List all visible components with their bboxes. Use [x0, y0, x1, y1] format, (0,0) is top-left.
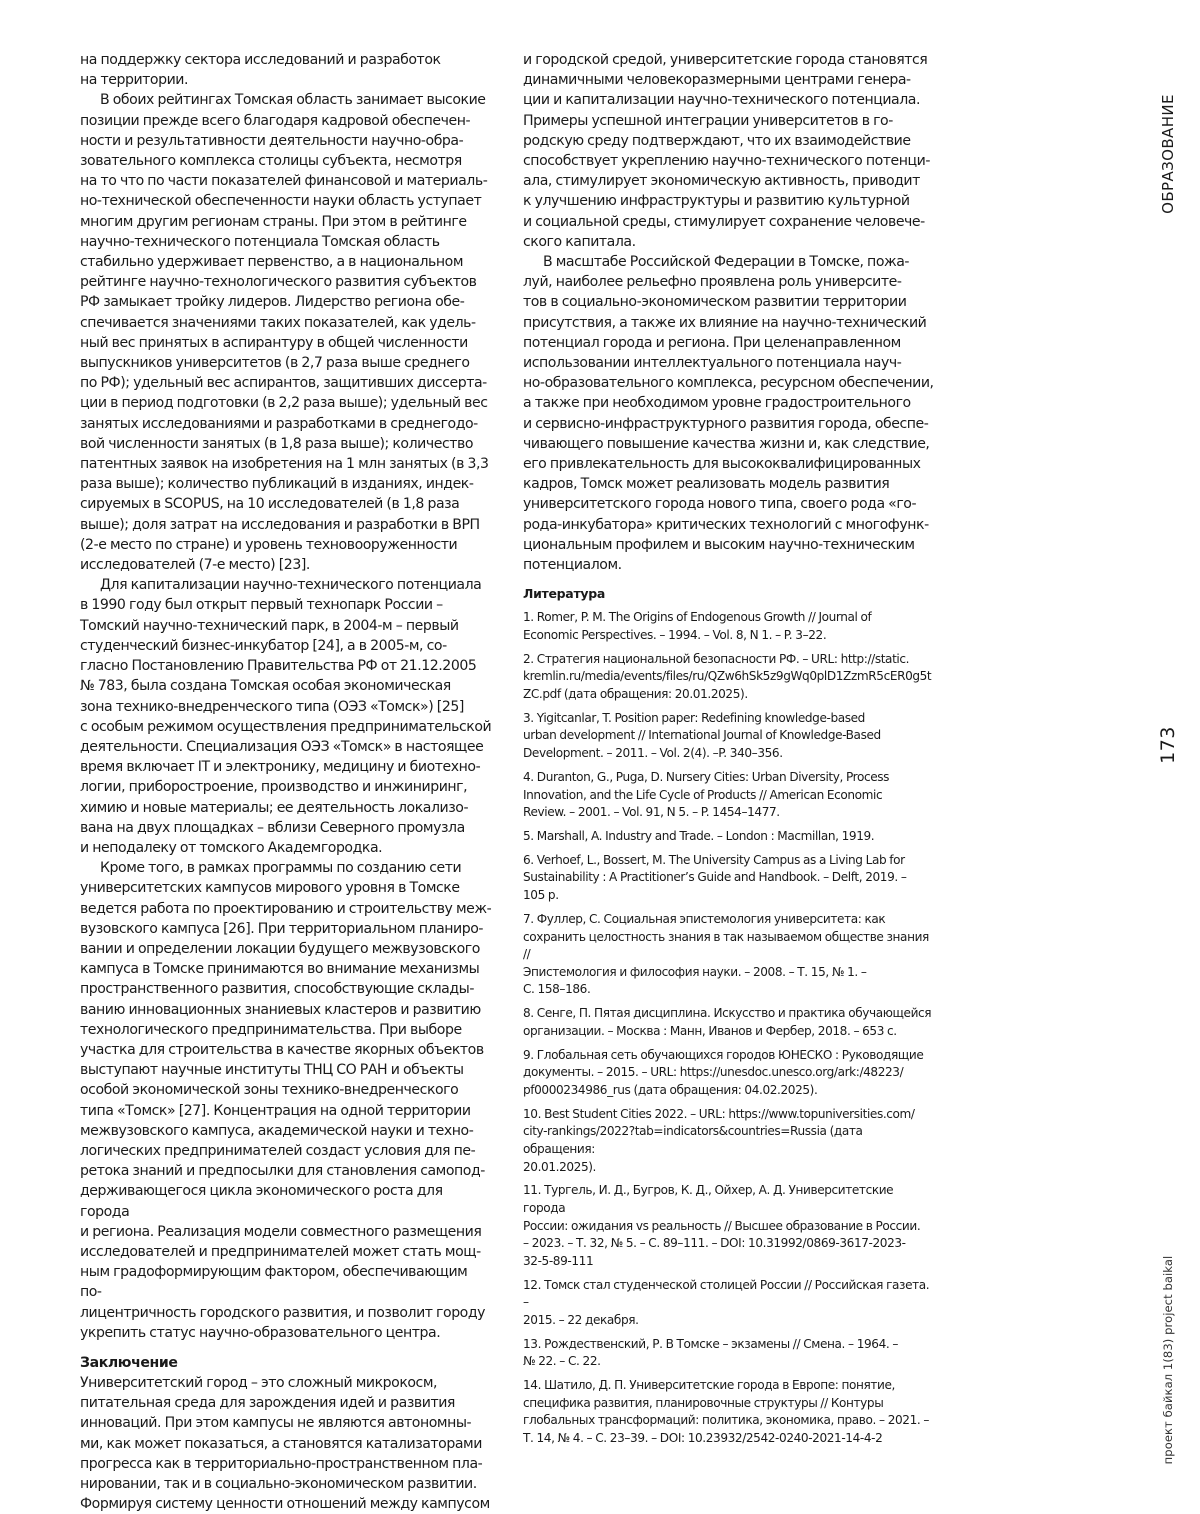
reference-item: 3. Yigitcanlar, T. Position paper: Redefining knowledge-based urban development // International Journal of Knowledge-Based Development. – 2011. – Vol. 2(4). –P. 340–356.	[523, 710, 881, 761]
reference-item: 11. Тургель, И. Д., Бугров, К. Д., Ойхер, А. Д. Университетские города России: ожидания vs реальность // Высшее образование в России. – 2023. – Т. 32, № 5. – С. 89–111. – DOI: 10.31992/0869-3617-2023- 32-5-89-111	[523, 1183, 921, 1268]
paragraph: Для капитализации научно-технического потенциала в 1990 году был открыт первый технопарк России – Томский научно-технический парк, в 2004-м – первый студенческий бизнес-инкубатор [24], а в 2005-м, со- гласно Постановлению Правительства РФ от 21.12.2005 № 783, была создана Томская особая экономическая зона технико-внедренческого типа (ОЭЗ «Томск») [25] с особым режимом осуществления предпринимательской деятельности. Специализация ОЭЗ «Томск» в настоящее время включает IT и электронику, медицину и биотехно- логии, приборостроение, производство и инжиниринг, химию и новые материалы; ее деятельность локализо- вана на двух площадках – вблизи Северного промузла и неподалеку от томского Академгородка.	[80, 577, 492, 856]
reference-item: 1. Romer, P. M. The Origins of Endogenous Growth // Journal of Economic Perspectives. – 1994. – Vol. 8, N 1. – P. 3–22.	[523, 610, 872, 642]
reference-item: 14. Шатило, Д. П. Университетские города в Европе: понятие, специфика развития, планировочные структуры // Контуры глобальных трансформаций: политика, экономика, право. – 2021. – Т. 14, № 4. – С. 23–39. – DOI: 10.23932/2542-0240-2021-14-4-2	[523, 1378, 930, 1446]
reference-item: 2. Стратегия национальной безопасности РФ. – URL: http://static. kremlin.ru/media/events/files/ru/QZw6hSk5z9gWq0plD1ZzmR5cER0g5t ZC.pdf (дата обращения: 20.01.2025).	[523, 651, 932, 701]
reference-item: 8. Сенге, П. Пятая дисциплина. Искусство и практика обучающейся организации. – Москва : Манн, Иванов и Фербер, 2018. – 653 с.	[523, 1006, 932, 1038]
paragraph: Кроме того, в рамках программы по созданию сети университетских кампусов мирового уровня в Томске ведется работа по проектированию и строительству меж- вузовского кампуса [26]. При территориальном планиро- вании и определении локации будущего межвузовского кампуса в Томске принимаются во внимание механизмы пространственного развития, способствующие склады- ванию инновационных знаниевых кластеров и развитию технологического предпринимательства. При выборе участка для строительства в качестве якорных объектов выступают научные институты ТНЦ СО РАН и объекты особой экономической зоны технико-внедренческого типа «Томск» [27]. Концентрация на одной территории межвузовского кампуса, академической науки и техно- логических предпринимателей создаст условия для пе- ретока знаний и предпосылки для становления самопод- держивающегося цикла экономического роста для города и региона. Реализация модели совместного размещения исследователей и предпринимателей может стать мощ- ным градоформирующим фактором, обеспечивающим по- лицентричность городского развития, и позволит городу укрепить статус научно-образовательного центра.	[80, 860, 492, 1341]
reference-item: 9. Глобальная сеть обучающихся городов ЮНЕСКО : Руководящие документы. – 2015. – URL: https://unesdoc.unesco.org/ark:/48223/ pf0000234986_rus (дата обращения: 04.02.2025).	[523, 1047, 924, 1097]
reference-item: 13. Рождественский, Р. В Томске – экзамены // Смена. – 1964. – № 22. – С. 22.	[523, 1336, 899, 1369]
section-heading-conclusion: Заключение	[80, 1355, 178, 1371]
paragraph: Университетский город – это сложный микрокосм, питательная среда для зарождения идей и развития инноваций. При этом кампусы не являются автономны- ми, как может показаться, а становятся катализаторами прогресса как в территориально-пространственном пла- нировании, так и в социально-экономическом развитии. Формируя систему ценности отношений между кампусом	[80, 1375, 490, 1513]
section-rubric: ОБРАЗОВАНИЕ	[1159, 94, 1177, 214]
paragraph: и городской средой, университетские города становятся динамичными человекоразмерными центрами генера- ции и капитализации научно-технического потенциала. Примеры успешной интеграции университетов в го- родскую среду подтверждают, что их взаимодействие способствует укреплению научно-технического потенци- ала, стимулирует экономическую активность, приводит к улучшению инфраструктуры и развитию культурной и социальной среды, стимулирует сохранение человече- ского капитала.	[523, 52, 930, 250]
reference-item: 7. Фуллер, С. Социальная эпистемология университета: как сохранить целостность знания в так называемом обществе знания // Эпистемология и философия науки. – 2008. – Т. 15, № 1. – С. 158–186.	[523, 911, 929, 997]
journal-title: проект байкал 1(83) project baikal	[1161, 1255, 1175, 1465]
reference-item: 6. Verhoef, L., Bossert, M. The University Campus as a Living Lab for Sustainability : A Practitioner’s Guide and Handbook. – Delft, 2019. – 105 p.	[523, 852, 907, 903]
paragraph: В обоих рейтингах Томская область занимает высокие позиции прежде всего благодаря кадровой обеспечен- ности и результативности деятельности научно-обра- зовательного комплекса столицы субъекта, несмотря на то что по части показателей финансовой и материаль- но-технической обеспеченности науки область уступает многим другим регионам страны. При этом в рейтинге научно-технического потенциала Томская область стабильно удерживает первенство, а в национальном рейтинге научно-технологического развития субъектов РФ замыкает тройку лидеров. Лидерство региона обе- спечивается значениями таких показателей, как удель- ный вес принятых в аспирантуру в общей численности выпускников университетов (в 2,7 раза выше среднего по РФ); удельный вес аспирантов, защитивших диссерта- ции в период подготовки (в 2,2 раза выше); удельный вес занятых исследованиями и разработками в среднегодо- вой численности занятых (в 1,8 раза выше); количество патентных заявок на изобретения на 1 млн занятых (в 3,3 раза выше); количество публикаций в изданиях, индек- сируемых в SCOPUS, на 10 исследователей (в 1,8 раза выше); доля затрат на исследования и разработки в ВРП (2-е место по стране) и уровень техновооруженности исследователей (7-е место) [23].	[80, 92, 489, 574]
reference-item: 4. Duranton, G., Puga, D. Nursery Cities: Urban Diversity, Process Innovation, and the Life Cycle of Products // American Economic Review. – 2001. – Vol. 91, N 5. – P. 1454–1477.	[523, 769, 890, 820]
right-column	[523, 50, 935, 1454]
paragraph: на поддержку сектора исследований и разработок на территории.	[80, 52, 441, 89]
left-column	[80, 50, 492, 1514]
paragraph: В масштабе Российской Федерации в Томске, пожа- луй, наиболее рельефно проявлена роль университе- тов в социально-экономическом развитии территории присутствия, а также их влияние на научно-технический потенциал города и региона. При целенаправленном использовании интеллектуального потенциала науч- но-образовательного комплекса, ресурсном обеспечении, а также при необходимом уровне градостроительного и сервисно-инфраструктурного развития города, обеспе- чивающего повышение качества жизни и, как следствие, его привлекательность для высококвалифицированных кадров, Томск может реализовать модель развития университетского города нового типа, своего рода «го- рода-инкубатора» критических технологий с многофунк- циональным профилем и высоким научно-техническим потенциалом.	[523, 254, 934, 574]
reference-item: 10. Best Student Cities 2022. – URL: https://www.topuniversities.com/ city-rankings/2022?tab=indicators&countries=Russia (дата обращения: 20.01.2025).	[523, 1106, 915, 1174]
reference-item: 12. Томск стал студенческой столицей России // Российская газета. – 2015. – 22 декабря.	[523, 1277, 930, 1327]
references-heading: Литература	[523, 586, 606, 602]
references-list	[523, 609, 935, 1447]
page-number: 173	[1157, 726, 1179, 764]
reference-item: 5. Marshall, A. Industry and Trade. – London : Macmillan, 1919.	[523, 829, 875, 843]
